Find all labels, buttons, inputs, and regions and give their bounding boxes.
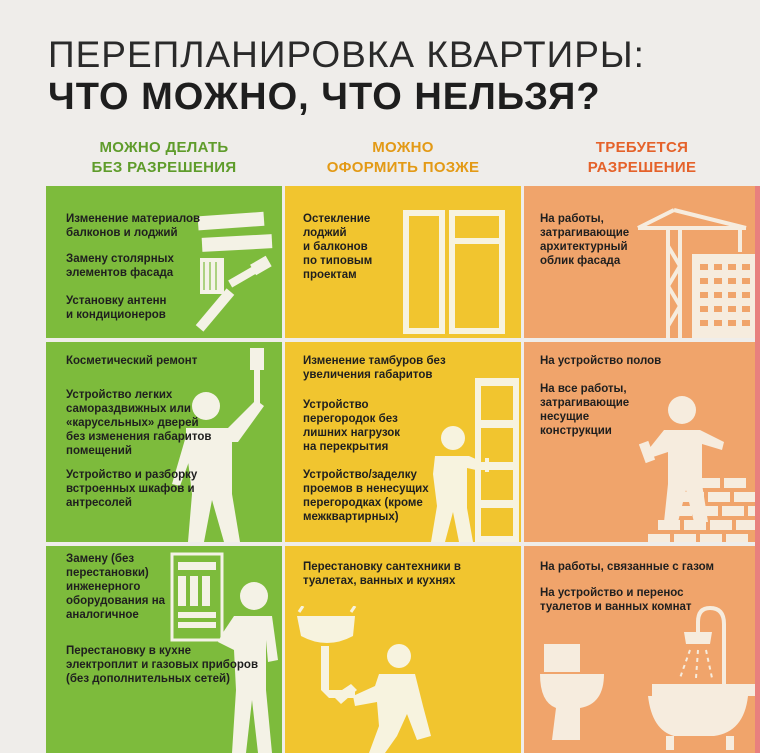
cell-text: Замену столярных элементов фасада	[66, 253, 174, 279]
cell-text: На устройство полов	[540, 355, 662, 367]
column-heading-no-permit: МОЖНО ДЕЛАТЬ БЕЗ РАЗРЕШЕНИЯ	[91, 139, 237, 176]
cell-r1c2	[285, 186, 521, 338]
bricklayer-icon	[628, 392, 755, 542]
adjacent-column-edge	[755, 186, 760, 753]
cell-text: Перестановку сантехники в туалетах, ванных и кухнях	[303, 561, 461, 587]
page-title-line1: ПЕРЕПЛАНИРОВКА КВАРТИРЫ:	[48, 34, 645, 75]
planks-hammer-icon	[192, 202, 282, 332]
page-title-line2: ЧТО МОЖНО, ЧТО НЕЛЬЗЯ?	[48, 76, 601, 118]
cell-text: На устройство и перенос туалетов и ванных комнат	[540, 587, 692, 613]
cell-text: Остекление лоджий и балконов по типовым проектам	[303, 213, 373, 281]
column-heading-later: МОЖНО ОФОРМИТЬ ПОЗЖЕ	[326, 139, 480, 176]
cell-text: Устройство/заделку проемов в ненесущих перегородках (кроме межквартирных)	[303, 469, 429, 523]
cell-text: Устройство и разборку встроенных шкафов и антресолей	[66, 469, 198, 509]
cell-text: Устройство перегородок без лишних нагрузок на перекрытия	[303, 399, 401, 453]
cell-r3c2	[285, 546, 521, 753]
cell-r2c1	[46, 342, 282, 542]
cell-text: Замену (без перестановки) инженерного оборудования на аналогичное	[66, 553, 166, 621]
cell-text: На работы, связанные с газом	[540, 561, 715, 573]
cell-r1c3	[524, 186, 755, 338]
plumber-sink-icon	[293, 606, 443, 753]
window-icon	[401, 206, 511, 336]
cell-text: Перестановку в кухне электроплит и газовых приборов (без дополнительных сетей)	[66, 645, 259, 685]
cell-text: Устройство легких самораздвижных или «карусельных» дверей без изменения габаритов помещений	[66, 389, 212, 457]
cell-text: Изменение тамбуров без увеличения габаритов	[303, 355, 446, 381]
toilet-shower-bath-icon	[534, 604, 755, 753]
cell-r2c2	[285, 342, 521, 542]
cell-r3c1	[46, 546, 282, 753]
cell-text: Установку антенн и кондиционеров	[66, 295, 167, 321]
cell-r2c3	[524, 342, 755, 542]
cell-r3c3	[524, 546, 755, 753]
cell-text: Изменение материалов балконов и лоджий	[66, 213, 201, 239]
crane-building-icon	[628, 206, 755, 338]
cell-r1c1	[46, 186, 282, 338]
cell-text: На все работы, затрагивающие несущие конструкции	[540, 383, 630, 437]
door-worker-icon	[425, 378, 521, 542]
cell-text: На работы, затрагивающие архитектурный облик фасада	[540, 213, 630, 267]
column-heading-permit-required: ТРЕБУЕТСЯ РАЗРЕШЕНИЕ	[587, 139, 697, 176]
cell-text: Косметический ремонт	[66, 355, 198, 367]
